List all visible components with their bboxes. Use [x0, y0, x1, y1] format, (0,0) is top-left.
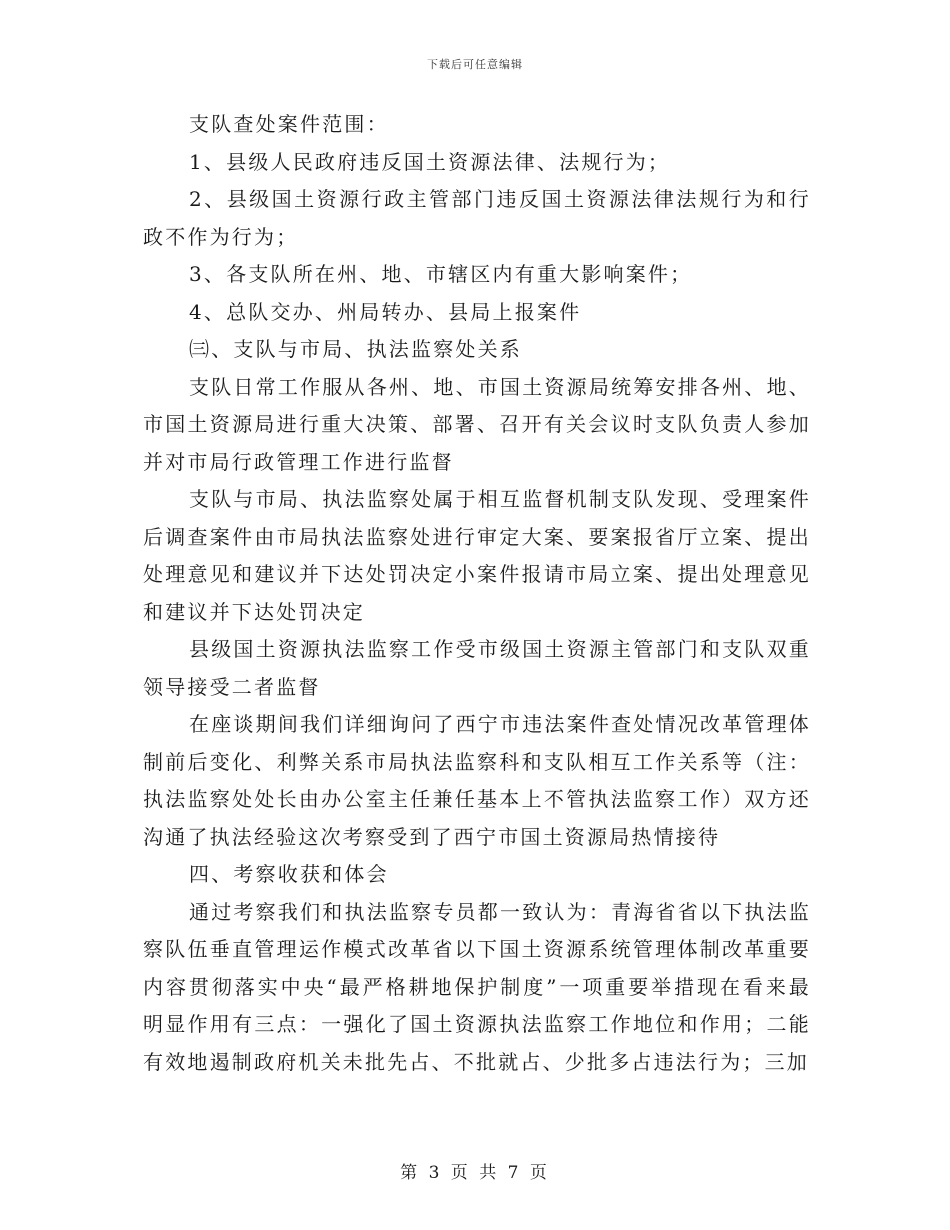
- page-footer: 第 3 页 共 7 页: [400, 1163, 550, 1183]
- section-heading: 四、考察收获和体会: [189, 862, 389, 886]
- document-body: [143, 106, 811, 1081]
- paragraph: 1、县级人民政府违反国土资源法律、法规行为；: [189, 149, 671, 174]
- paragraph: 在座谈期间我们详细询问了西宁市违法案件查处情况改革管理体制前后变化、利弊关系市局执法监察科和支队相互工作关系等（注：执法监察处处长由办公室主任兼任基本上不管执法监察工作）双方还沟通了执法经验这次考察受到了西宁市国土资源局热情接待: [143, 712, 811, 849]
- paragraph: 2、县级国土资源行政主管部门违反国土资源法律法规行为和行政不作为行为；: [143, 187, 811, 249]
- paragraph: 县级国土资源执法监察工作受市级国土资源主管部门和支队双重领导接受二者监督: [143, 637, 811, 699]
- paragraph: 支队查处案件范围：: [189, 112, 389, 136]
- paragraph: 支队与市局、执法监察处属于相互监督机制支队发现、受理案件后调查案件由市局执法监察处进行审定大案、要案报省厅立案、提出处理意见和建议并下达处罚决定小案件报请市局立案、提出处理意见和建议并下达处罚决定: [143, 487, 811, 624]
- paragraph: 支队日常工作服从各州、地、市国土资源局统筹安排各州、地、市国土资源局进行重大决策、部署、召开有关会议时支队负责人参加并对市局行政管理工作进行监督: [143, 374, 811, 474]
- section-heading: ㈢、支队与市局、执法监察处关系: [189, 337, 522, 361]
- paragraph: 3、各支队所在州、地、市辖区内有重大影响案件；: [189, 262, 693, 286]
- paragraph: 4、总队交办、州局转办、县局上报案件: [189, 299, 582, 324]
- paragraph: 通过考察我们和执法监察专员都一致认为：青海省省以下执法监察队伍垂直管理运作模式改革省以下国土资源系统管理体制改革重要内容贯彻落实中央“最严格耕地保护制度”一项重要举措现在看来最明显作用有三点：一强化了国土资源执法监察工作地位和作用；二能有效地遏制政府机关未批先占、不批就占、少批多占违法行为；三加: [143, 899, 811, 1074]
- page-header: 下载后可任意编辑: [427, 58, 523, 71]
